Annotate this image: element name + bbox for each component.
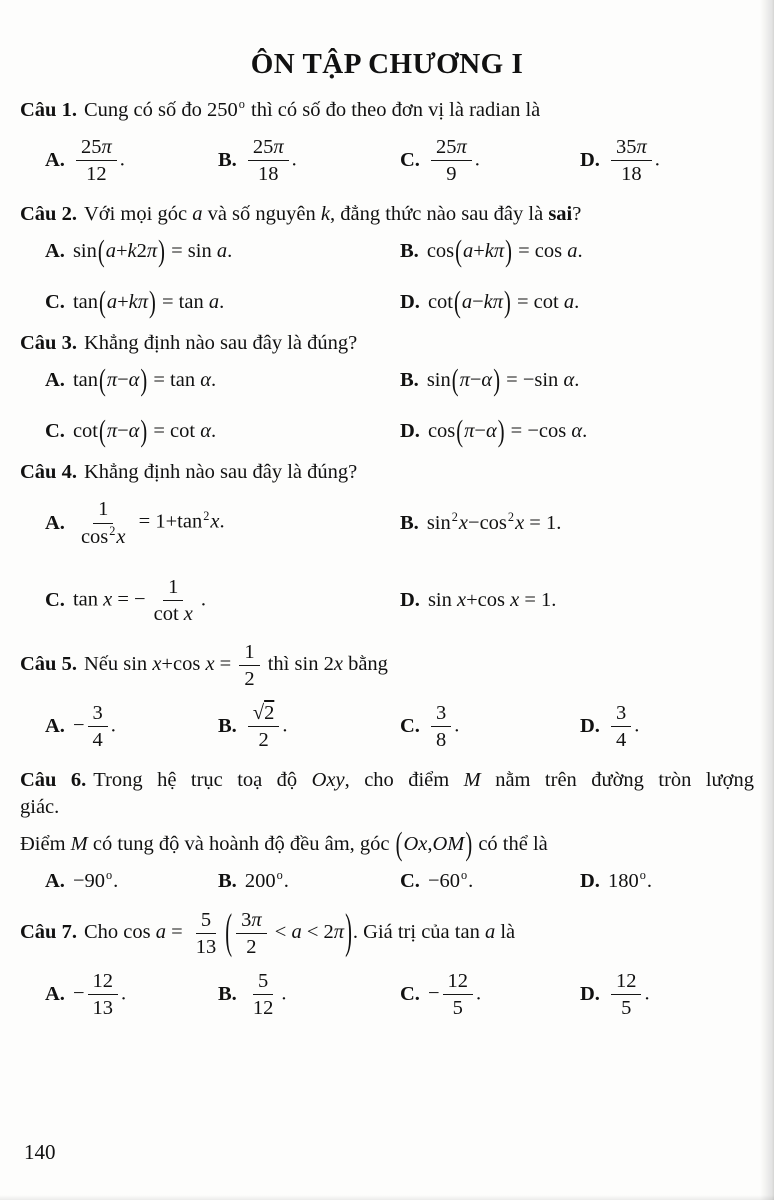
option-d-math: $\frac{12}{5}$ .	[608, 970, 650, 1019]
option-c-label: C.	[45, 291, 65, 314]
option-c	[400, 867, 580, 893]
option-c-label: C.	[45, 588, 65, 611]
question-6-label: Câu 6.	[20, 769, 87, 792]
question-1-label: Câu 1.	[20, 99, 77, 121]
question-3	[20, 330, 754, 449]
option-c-math: $\frac{25\pi}{9}$ .	[428, 136, 480, 185]
option-c-math: − $\frac{12}{5}$ .	[427, 969, 482, 1019]
question-2-options	[45, 235, 754, 320]
option-a-label: A.	[45, 715, 65, 738]
option-d	[580, 867, 754, 893]
option-c-math: tan(a+kπ) = tan a.	[72, 286, 225, 320]
option-c-label: C.	[400, 869, 420, 892]
option-d-math: $\frac{3}{4}$ .	[608, 702, 639, 751]
question-4	[20, 459, 754, 625]
option-d	[400, 286, 754, 320]
option-b-math: $\frac{25\pi}{18}$ .	[245, 136, 297, 185]
option-b-label: B.	[400, 511, 419, 534]
question-7-options	[45, 970, 754, 1019]
option-c-label: C.	[400, 715, 420, 738]
question-6-body-line2: Điểm M có tung độ và hoành độ đều âm, góc (Ox,OM) có thể là	[20, 826, 548, 863]
question-5	[20, 641, 754, 752]
option-c	[45, 415, 400, 449]
question-2-text	[20, 201, 754, 228]
option-d-label: D.	[400, 291, 420, 314]
option-b-label: B.	[218, 149, 237, 172]
option-d-math: cos(π−α) = −cos α.	[427, 415, 588, 449]
option-c-math: $\frac{3}{8}$ .	[428, 702, 459, 751]
option-b	[218, 136, 400, 185]
option-d-math: sin x+cos x = 1.	[427, 588, 557, 611]
option-c	[400, 136, 580, 185]
question-5-options	[45, 702, 754, 751]
option-d-label: D.	[400, 420, 420, 443]
option-a-label: A.	[45, 511, 65, 534]
option-d-label: D.	[580, 982, 600, 1005]
question-1-options	[45, 136, 754, 185]
option-c-label: C.	[45, 420, 65, 443]
option-a	[45, 867, 218, 893]
chapter-review-title: ÔN TẬP CHƯƠNG I	[250, 48, 524, 80]
option-c-label: C.	[400, 149, 420, 172]
option-c-math: $-60^o$.	[427, 867, 474, 892]
option-d	[580, 970, 754, 1019]
question-6	[20, 767, 754, 892]
option-b	[218, 970, 400, 1019]
option-d-label: D.	[580, 715, 600, 738]
option-a-label: A.	[45, 982, 65, 1005]
option-b-label: B.	[400, 369, 419, 392]
question-4-body: Khẳng định nào sau đây là đúng?	[83, 461, 358, 484]
option-b	[400, 509, 754, 535]
option-b-label: B.	[218, 715, 237, 738]
option-d-label: D.	[580, 869, 600, 892]
option-a-math: $\frac{25\pi}{12}$ .	[73, 136, 125, 185]
option-a-label: A.	[45, 149, 65, 172]
option-b-label: B.	[400, 240, 419, 263]
question-3-label: Câu 3.	[20, 332, 77, 355]
option-d-math: cot(a−kπ) = cot a.	[427, 286, 580, 320]
question-7-label: Câu 7.	[20, 920, 77, 943]
option-c	[45, 286, 400, 320]
question-6-options	[45, 867, 754, 893]
question-3-text	[20, 330, 754, 357]
question-3-body: Khẳng định nào sau đây là đúng?	[83, 332, 358, 355]
option-a	[45, 235, 400, 269]
option-a	[45, 702, 218, 751]
option-b-math: $\frac{√2}{2}$ .	[245, 702, 288, 751]
page-number: 140	[24, 1140, 56, 1164]
option-d	[400, 589, 754, 612]
option-d-math: 180$^o$.	[607, 867, 652, 892]
question-4-options	[45, 498, 754, 625]
option-b	[400, 364, 754, 398]
option-a	[45, 136, 218, 185]
option-b	[218, 702, 400, 751]
option-a-math: sin(a+k2π) = sin a.	[72, 235, 233, 269]
option-d	[580, 702, 754, 751]
question-6-text-line1	[20, 767, 754, 821]
option-b-math: $\frac{5}{12}$ .	[252, 969, 287, 1019]
option-a-label: A.	[45, 369, 65, 392]
question-7-text	[20, 906, 754, 960]
option-c	[400, 970, 580, 1019]
option-c	[400, 702, 580, 751]
question-3-options	[45, 364, 754, 449]
option-a	[45, 364, 400, 398]
question-4-label: Câu 4.	[20, 461, 77, 484]
option-b-math: sin(π−α) = −sin α.	[426, 364, 580, 398]
option-a	[45, 498, 400, 547]
question-7	[20, 906, 754, 1020]
question-1	[20, 97, 754, 185]
option-d	[580, 136, 754, 185]
option-a-math: − $\frac{12}{13}$ .	[72, 969, 127, 1019]
option-b	[400, 235, 754, 269]
option-a-label: A.	[45, 869, 65, 892]
option-b	[218, 867, 400, 893]
option-d	[400, 415, 754, 449]
question-4-text	[20, 459, 754, 486]
option-a-math: tan(π−α) = tan α.	[72, 364, 217, 398]
option-b-label: B.	[218, 982, 237, 1005]
option-d-label: D.	[580, 149, 600, 172]
option-a	[45, 970, 218, 1019]
option-d-math: $\frac{35\pi}{18}$ .	[608, 136, 660, 185]
question-5-body: Nếu sin x+cos x = $\frac{1}{2}$ thì sin 2x bằng	[83, 640, 388, 691]
question-2	[20, 201, 754, 320]
question-6-body-line1: Trong hệ trục toạ độ Oxy, cho điểm M nằm trên đường tròn lượng giác.	[20, 769, 754, 819]
question-1-text	[20, 97, 754, 124]
question-7-body: Cho cos a = $\frac{5}{13}$ ( $\frac{3\pi}{2}$ < a < 2π). Giá trị của tan a là	[83, 906, 516, 960]
question-5-text	[20, 641, 754, 690]
option-c-math: cot(π−α) = cot α.	[72, 415, 217, 449]
option-a-math: − $\frac{3}{4}$ .	[72, 702, 116, 752]
option-b-math: cos(a+kπ) = cos a.	[426, 235, 583, 269]
option-a-math: $-90^o$.	[72, 867, 119, 892]
question-6-text-line2	[20, 826, 754, 863]
option-c-math: tan x = − $\frac{1}{\text{cot x}}$ .	[72, 575, 206, 625]
question-1-body: Cung có số đo 250$^o$ thì có số đo theo đơn vị là radian là	[83, 97, 541, 121]
question-2-label: Câu 2.	[20, 203, 77, 226]
option-c-label: C.	[400, 982, 420, 1005]
question-2-body: Với mọi góc a và số nguyên k, đẳng thức nào sau đây là sai?	[83, 203, 582, 226]
option-b-math: $\sin^2x-\cos^2x = 1$.	[426, 509, 562, 534]
option-b-math: 200$^o$.	[244, 867, 289, 892]
option-a-label: A.	[45, 240, 65, 263]
option-c	[45, 576, 400, 625]
option-d-label: D.	[400, 588, 420, 611]
question-5-label: Câu 5.	[20, 653, 77, 676]
option-a-math: $\frac{1}{\cos^2x}$ = $1+\tan^2x$.	[80, 498, 225, 548]
option-b-label: B.	[218, 869, 237, 892]
